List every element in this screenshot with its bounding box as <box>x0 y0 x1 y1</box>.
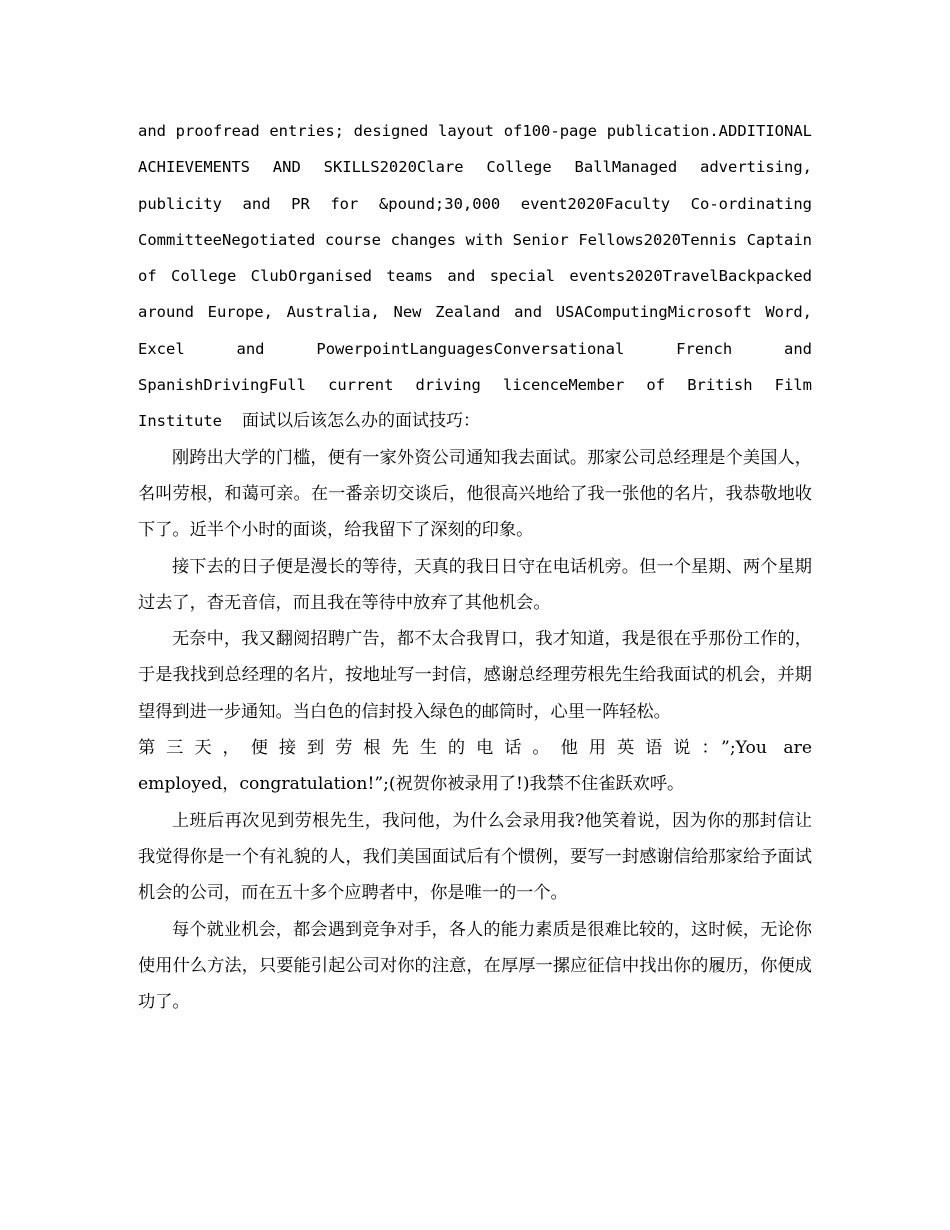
phone-call-line-2: employed，congratulation!”;(祝贺你被录用了!)我禁不住雀跃欢呼。 <box>138 774 685 795</box>
paragraph-4: 上班后再次见到劳根先生，我问他，为什么会录用我?他笑着说，因为你的那封信让我觉得你是一个有礼貌的人，我们美国面试后有个惯例，要写一封感谢信给那家给予面试机会的公司，而在五十多个应聘者中，你是唯一的一个。 <box>138 810 812 904</box>
document-page <box>138 113 812 1020</box>
english-resume-text <box>138 113 812 440</box>
english-resume-body: and proofread entries; designed layout of100-page publication.ADDITIONAL ACHIEVEMENTS AND SKILLS2020Clare College BallManaged advertising, publicity and PR for &pound;30,000 event2020Faculty Co-ordinating CommitteeNegotiated course changes with Senior Fellows2020Tennis Captain of College ClubOrganised teams and special events2020TravelBackpacked around Europe, Australia, New Zealand and USAComputingMicrosoft Word, Excel and PowerpointLanguagesConversational French and SpanishDrivingFull current driving licenceMember of British Film Institute <box>138 122 812 431</box>
paragraph-3-continuation <box>138 730 812 803</box>
paragraph-2: 接下去的日子便是漫长的等待，天真的我日日守在电话机旁。但一个星期、两个星期过去了，杳无音信，而且我在等待中放弃了其他机会。 <box>138 556 812 613</box>
phone-call-line-1: 第三天，便接到劳根先生的电话。他用英语说：”;You are <box>138 738 812 759</box>
paragraph-5: 每个就业机会，都会遇到竞争对手，各人的能力素质是很难比较的，这时候，无论你使用什么方法，只要能引起公司对你的注意，在厚厚一摞应征信中找出你的履历，你便成功了。 <box>138 919 812 1013</box>
paragraph-1: 刚跨出大学的门槛，便有一家外资公司通知我去面试。那家公司总经理是个美国人，名叫劳根，和蔼可亲。在一番亲切交谈后，他很高兴地给了我一张他的名片，我恭敬地收下了。近半个小时的面谈，给我留下了深刻的印象。 <box>138 447 812 541</box>
section-heading-inline: 面试以后该怎么办的面试技巧： <box>242 411 480 432</box>
paragraph-3: 无奈中，我又翻阅招聘广告，都不太合我胃口，我才知道，我是很在乎那份工作的，于是我找到总经理的名片，按地址写一封信，感谢总经理劳根先生给我面试的机会，并期望得到进一步通知。当白色的信封投入绿色的邮筒时，心里一阵轻松。 <box>138 629 812 722</box>
